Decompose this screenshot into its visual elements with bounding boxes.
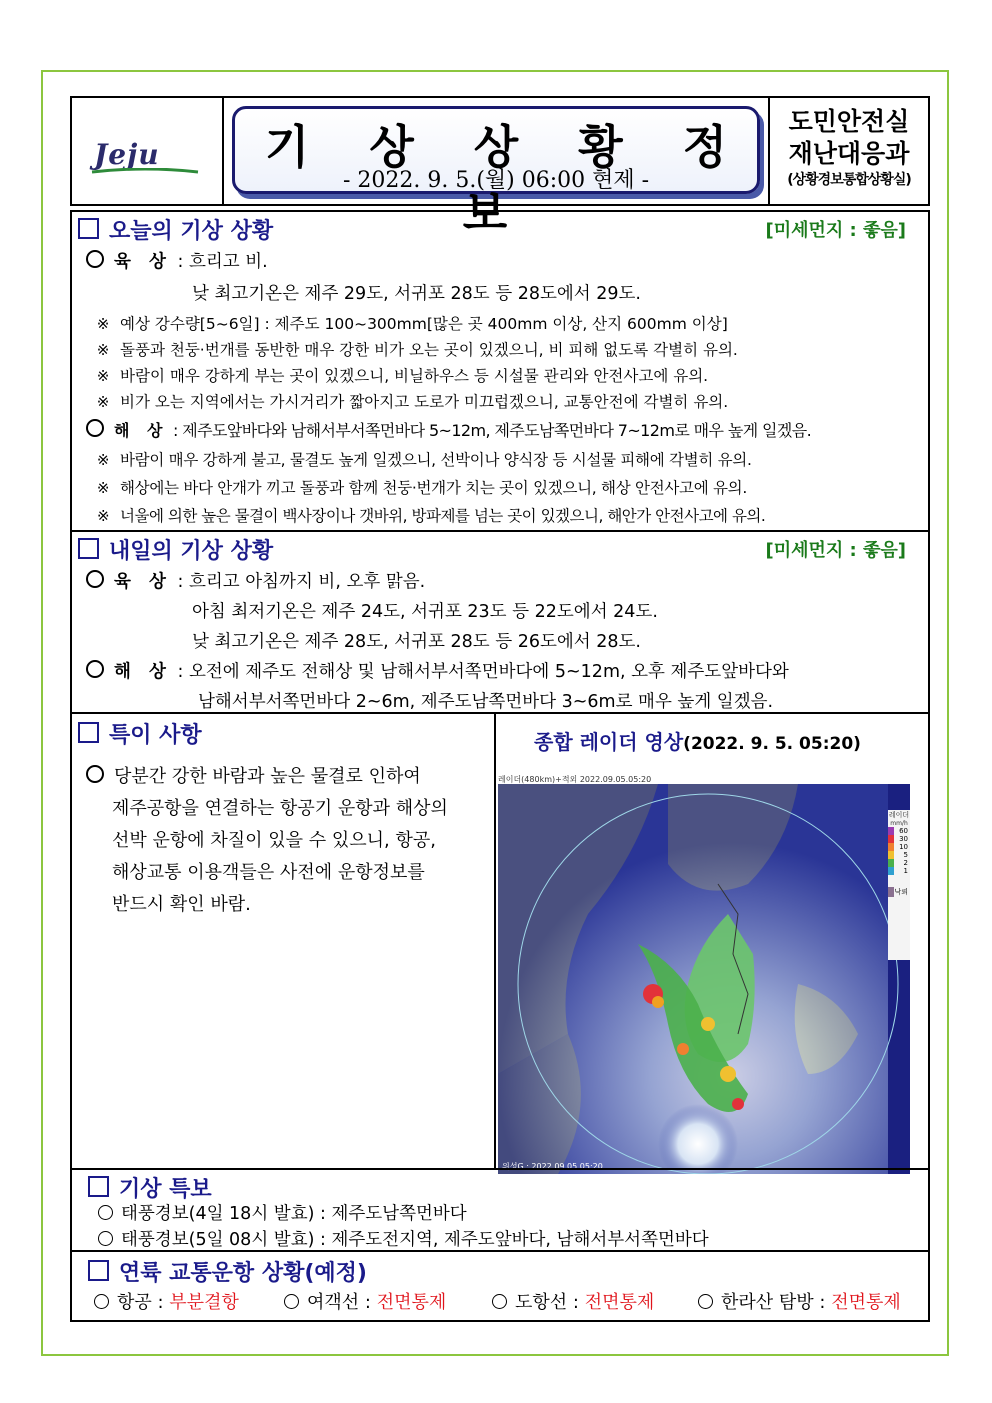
special-line: 제주공항을 연결하는 항공기 운항과 해상의 [112,798,448,819]
special-line: 당분간 강한 바람과 높은 물결로 인하여 [86,762,421,788]
special-line: 해상교통 이용객들은 사전에 운항정보를 [112,862,425,883]
title-box [232,106,760,240]
note-line: ※ 돌풍과 천둥·번개를 동반한 매우 강한 비가 오는 곳이 있겠으니, 비 피해 없도록 각별히 유의. [96,341,738,359]
note-line: ※ 바람이 매우 강하게 부는 곳이 있겠으니, 비닐하우스 등 시설물 관리와 안전사고에 유의. [96,367,709,385]
special-radar-section [70,712,930,1170]
circle-bullet-icon [86,660,104,678]
logo-cell [72,98,224,204]
radar-caption-bottom: 위성G : 2022.09.05.05:20 [502,1162,603,1171]
sea-line-cont: 남해서부서쪽먼바다 2~6m, 제주도남쪽먼바다 3~6m로 매우 높게 일겠음. [198,692,774,712]
circle-bullet-icon [86,419,104,437]
radar-title: 종합 레이더 영상(2022. 9. 5. 05:20) [534,730,861,754]
note-line: ※ 너울에 의한 높은 물결이 백사장이나 갯바위, 방파제를 넘는 곳이 있겠으니, 해안가 안전사고에 유의. [96,507,766,525]
circle-bullet-icon [698,1294,713,1309]
land-temp-line: 낮 최고기온은 제주 29도, 서귀포 28도 등 28도에서 29도. [192,284,641,304]
tomorrow-title: 내일의 기상 상황 [78,534,273,565]
fine-dust-status: [미세먼지 : 좋음] [765,540,906,561]
land-max-temp-line: 낮 최고기온은 제주 28도, 서귀포 28도 등 26도에서 28도. [192,632,641,652]
land-line: 육 상 : 흐리고 아침까지 비, 오후 맑음. [86,568,425,593]
radar-satellite-map [498,774,910,1174]
circle-bullet-icon [492,1294,507,1309]
department-cell [768,98,928,204]
sea-line: 해 상 : 오전에 제주도 전해상 및 남해서부서쪽먼바다에 5~12m, 오후 제주도앞바다와 [86,658,789,683]
division-name: 재난대응과 [788,139,910,168]
checkbox-icon [88,1176,109,1197]
circle-bullet-icon [86,765,104,783]
note-line: ※ 바람이 매우 강하게 불고, 물결도 높게 일겠으니, 선박이나 양식장 등 시설물 피해에 각별히 유의. [96,451,752,469]
checkbox-icon [78,538,99,559]
checkbox-icon [88,1260,109,1281]
radar-image [498,774,910,1174]
department-name: 도민안전실 [788,107,910,136]
checkbox-icon [78,722,99,743]
report-datetime: - 2022. 9. 5.(월) 06:00 현제 - [342,168,650,193]
today-title: 오늘의 기상 상황 [78,214,273,245]
land-min-temp-line: 아침 최저기온은 제주 24도, 서귀포 23도 등 22도에서 24도. [192,602,658,622]
circle-bullet-icon [94,1294,109,1309]
warning-item: 태풍경보(5일 08시 발효) : 제주도전지역, 제주도앞바다, 남해서부서쪽먼바다 [98,1226,709,1251]
transport-item-hallasan: 한라산 탐방 : 전면통제 [698,1288,901,1314]
transport-item-ferry: 여객선 : 전면통제 [284,1288,446,1314]
column-divider [494,714,496,1168]
circle-bullet-icon [98,1231,113,1246]
note-line: ※ 해상에는 바다 안개가 끼고 돌풍과 함께 천둥·번개가 치는 곳이 있겠으니, 해상 안전사고에 유의. [96,479,747,497]
warnings-section [70,1168,930,1252]
today-section [70,210,930,532]
special-line: 선박 운항에 차질이 있을 수 있으니, 항공, [112,830,436,851]
warnings-title: 기상 특보 [88,1172,212,1203]
transport-item-island-ferry: 도항선 : 전면통제 [492,1288,654,1314]
circle-bullet-icon [86,250,104,268]
checkbox-icon [78,218,99,239]
sea-line: 해 상 : 제주도앞바다와 남해서부서쪽먼바다 5~12m, 제주도남쪽먼바다 7~12m로 매우 높게 일겠음. [86,418,811,441]
fine-dust-status: [미세먼지 : 좋음] [765,220,906,241]
special-title: 특이 사항 [78,718,202,749]
note-line: ※ 예상 강수량[5~6일] : 제주도 100~300mm[많은 곳 400mm 이상, 산지 600mm 이상] [96,315,728,333]
warning-item: 태풍경보(4일 18시 발효) : 제주도남쪽먼바다 [98,1200,467,1225]
jeju-logo: Jeju [94,138,160,171]
transport-title: 연륙 교통운항 상황(예정) [88,1256,367,1287]
logo-swoosh-icon [90,168,200,174]
transport-item-air: 항공 : 부분결항 [94,1288,239,1314]
transport-section [70,1250,930,1322]
office-name: (상황경보통합상황실) [787,172,911,188]
land-line: 육 상 : 흐리고 비. [86,248,268,273]
note-line: ※ 비가 오는 지역에서는 가시거리가 짧아지고 도로가 미끄럽겠으니, 교통안전에 각별히 유의. [96,393,729,411]
circle-bullet-icon [284,1294,299,1309]
circle-bullet-icon [98,1205,113,1220]
radar-caption-top: 레이더(480km)+적외 2022.09.05.05:20 [498,774,910,784]
special-line: 반드시 확인 바람. [112,894,251,915]
tomorrow-section [70,530,930,714]
radar-legend: 레이더 mm/h 60 30 10 5 2 1 낙뢰 [888,810,910,960]
page-title: 기 상 상 황 정 보 [264,120,750,240]
circle-bullet-icon [86,570,104,588]
